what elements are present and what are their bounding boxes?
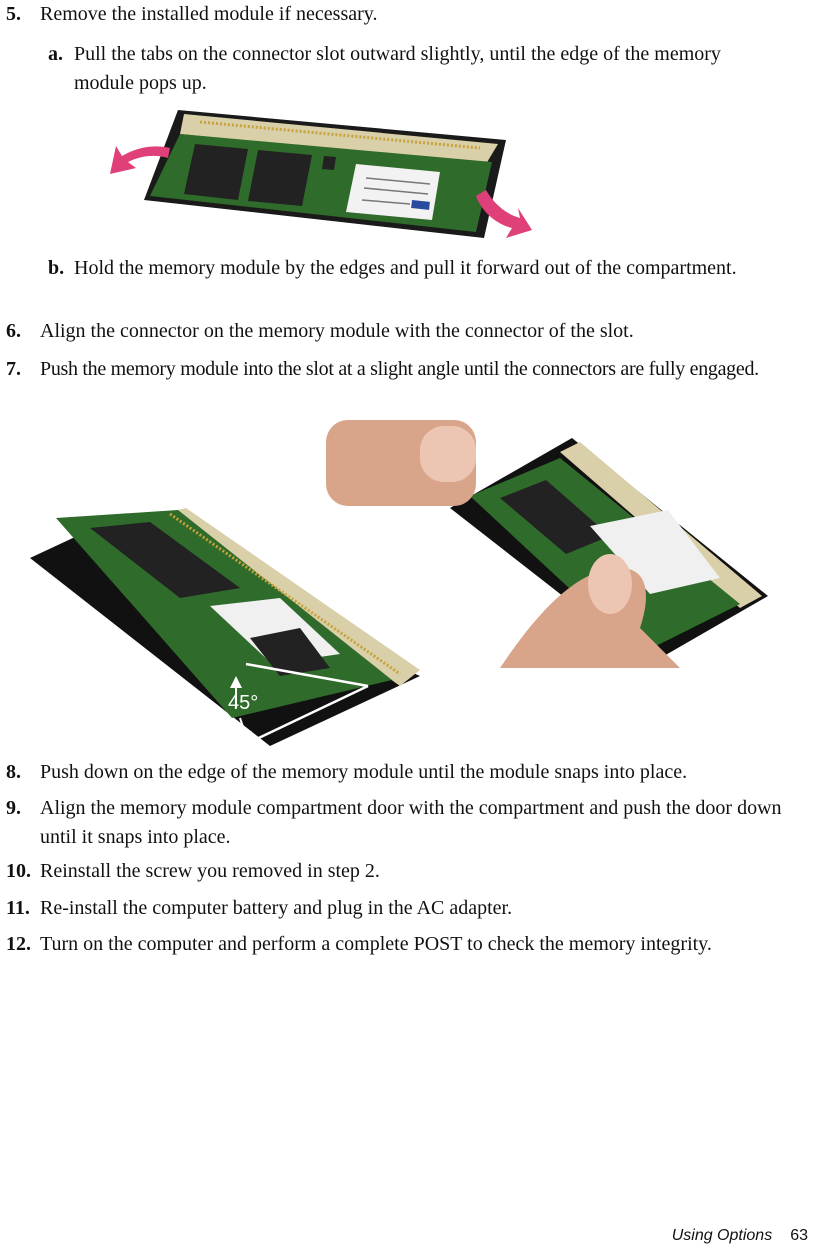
- step-number: 6.: [6, 320, 21, 342]
- module-insert-illustration: [0, 418, 822, 748]
- step-number: 8.: [6, 761, 21, 783]
- step-letter: a.: [48, 43, 63, 65]
- step-text: Turn on the computer and perform a complete POST to check the memory integrity.: [40, 933, 712, 955]
- step-text: Reinstall the screw you removed in step 2.: [40, 860, 380, 882]
- step-6: [6, 317, 806, 346]
- step-number: 12.: [6, 933, 31, 955]
- figure-module-insert: [0, 418, 822, 748]
- step-number: 11.: [6, 897, 30, 919]
- step-11: [6, 894, 806, 923]
- step-text: Remove the installed module if necessary.: [40, 3, 378, 25]
- step-number: 9.: [6, 797, 21, 819]
- step-b: [48, 254, 798, 314]
- step-text: Re-install the computer battery and plug in the AC adapter.: [40, 897, 513, 919]
- step-7: [6, 355, 816, 415]
- figure-module-release: [100, 104, 540, 244]
- step-10: [6, 857, 806, 886]
- angle-label: 45°: [228, 692, 259, 714]
- module-release-illustration: [100, 104, 540, 244]
- step-8: [6, 758, 816, 787]
- step-5: [6, 0, 806, 29]
- step-text: Push the memory module into the slot at a slight angle until the connectors are fully engaged.: [40, 358, 759, 380]
- step-text: Push down on the edge of the memory module until the module snaps into place.: [40, 761, 688, 783]
- step-letter: b.: [48, 257, 65, 279]
- step-number: 10.: [6, 860, 31, 882]
- page-footer: [672, 1227, 808, 1245]
- step-text: Align the connector on the memory module with the connector of the slot.: [40, 320, 634, 342]
- step-number: 7.: [6, 358, 21, 380]
- step-12: [6, 930, 806, 990]
- footer-section: Using Options: [671, 1227, 773, 1244]
- step-number: 5.: [6, 3, 21, 25]
- step-text: Align the memory module compartment door with the compartment and push the door down until it snaps into place.: [40, 797, 782, 848]
- step-9: [6, 794, 816, 854]
- step-a: [48, 40, 798, 100]
- step-text: Hold the memory module by the edges and pull it forward out of the compartment.: [74, 257, 737, 279]
- page-number: 63: [790, 1227, 808, 1244]
- step-text: Pull the tabs on the connector slot outward slightly, until the edge of the memory module pops up.: [74, 43, 721, 94]
